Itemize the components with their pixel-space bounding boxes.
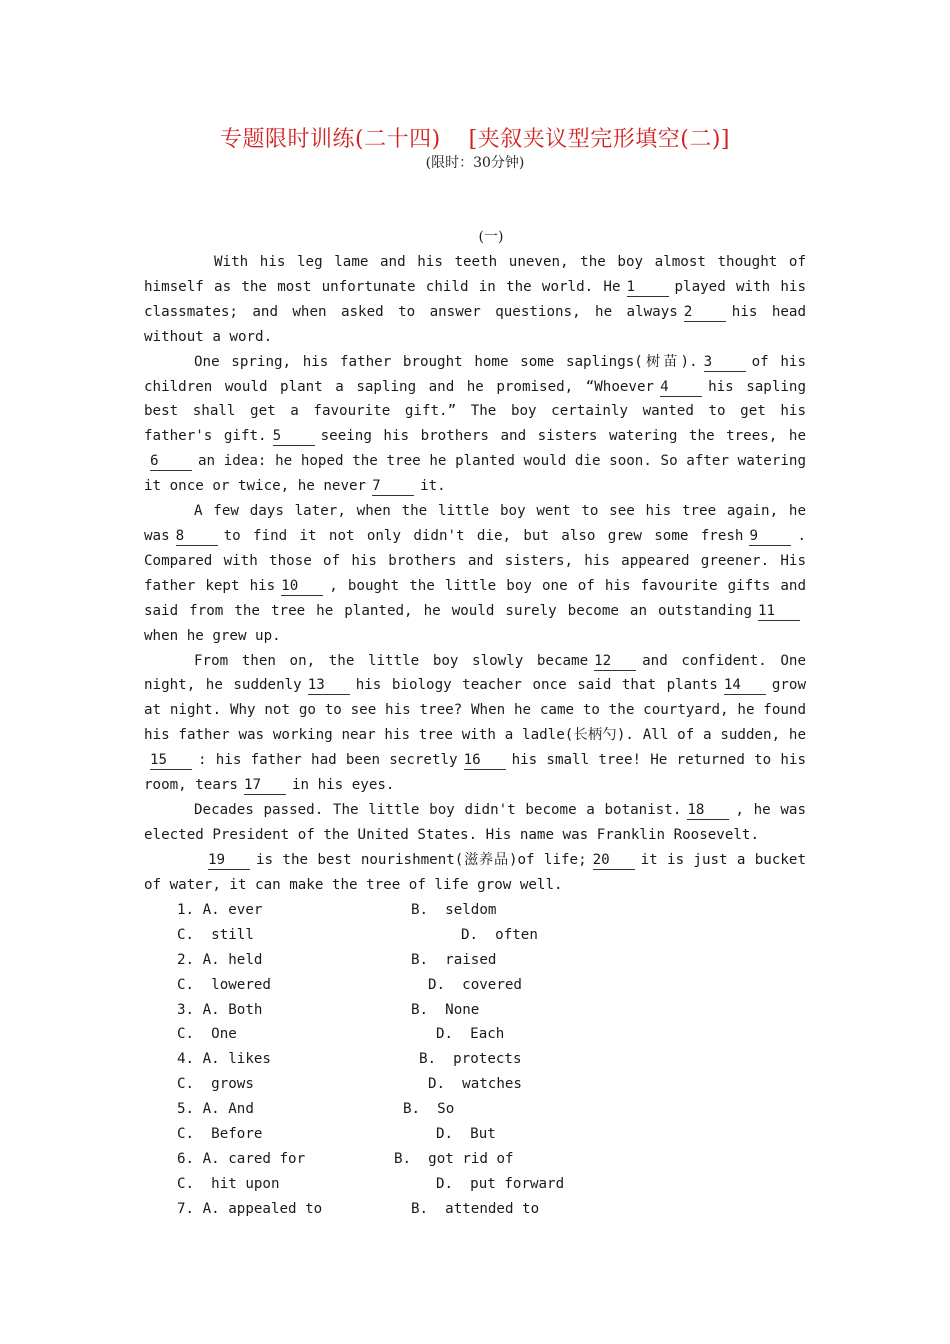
blank-7: 7 [372,477,414,496]
blank-20: 20 [593,851,635,870]
paragraph-4: From then on, the little boy slowly became 12 and confident. One night, he suddenly 13 his biology teacher once said that plants 14 grow at night. Why not go to see his tree? When he came to the courtyard, he found his father was working near his tree with a ladle(长柄勺). All of a sudden, he15 : his father had been secretly 16 his small tree! He returned to his room, tears 17 in his eyes. [144,652,807,794]
paragraph-1: With his leg lame and his teeth uneven, the boy almost thought of himself as the most unfortunate child in the world. He 1 played with his classmates; and when asked to answer questions, he always 2 his head without a word. [144,254,807,345]
title-main: 专题限时训练(二十四) [219,127,441,152]
option-row: 5. A. And B. So [177,1101,455,1118]
answer-options [177,898,777,1222]
cloze-passage [144,250,806,898]
blank-5: 5 [273,427,315,446]
option-row: 2. A. held B. raised [177,951,497,968]
option-row: 1. A. ever B. seldom [177,902,497,918]
blank-11: 11 [758,602,800,621]
blank-6: 6 [150,452,192,471]
blank-17: 17 [244,776,286,795]
option-row: C. grows D. watches [177,1076,522,1093]
blank-12: 12 [594,652,636,671]
page-title [0,122,950,153]
option-row: C. still D. often [177,926,538,943]
paragraph-6: 19 is the best nourishment(滋养品)of life; 20 it is just a bucket of water, it can make the tree of life grow well. [144,851,807,893]
time-limit: (限时：30分钟) [425,155,525,171]
blank-16: 16 [464,751,506,770]
blank-4: 4 [660,378,702,397]
option-row: 7. A. appealed to B. attended to [177,1200,540,1217]
blank-19: 19 [208,851,250,870]
option-row: C. hit upon D. put forward [177,1175,565,1192]
paragraph-3: A few days later, when the little boy went to see his tree again, he was 8 to find it not only didn't die, but also grew some fresh 9 . Compared with those of his brothers and sisters, his appeared greener. His father kept his 10 , bought the little boy one of his favourite gifts and said from the tree he planted, he would surely become an outstanding 11when he grew up. [144,503,807,644]
blank-3: 3 [704,353,746,372]
blank-13: 13 [308,676,350,695]
paragraph-5: Decades passed. The little boy didn't become a botanist. 18 , he was elected President of the United States. His name was Franklin Roosevelt. [144,801,806,843]
title-topic: [夹叙夹议型完形填空(二)] [468,127,730,152]
blank-2: 2 [684,303,726,322]
section-number: (一) [478,229,504,245]
blank-1: 1 [627,278,669,297]
blank-15: 15 [150,751,192,770]
blank-14: 14 [724,676,766,695]
blank-9: 9 [749,527,791,546]
option-row: C. One D. Each [177,1026,505,1043]
option-row: 6. A. cared for B. got rid of [177,1150,514,1167]
option-row: C. Before D. But [177,1126,496,1143]
blank-18: 18 [687,801,729,820]
option-row: 3. A. Both B. None [177,1001,480,1018]
option-row: C. lowered D. covered [177,976,522,993]
blank-10: 10 [281,577,323,596]
blank-8: 8 [176,527,218,546]
option-row: 4. A. likes B. protects [177,1051,522,1068]
paragraph-2: One spring, his father brought home some saplings(树苗). 3 of his children would plant a sapling and he promised, “Whoever 4 his sapling best shall get a favourite gift.” The boy certainly wanted to get his father's gift. 5 seeing his brothers and sisters watering the trees, he6 an idea: he hoped the tree he planted would die soon. So after watering it once or twice, he never 7 it. [144,353,806,495]
